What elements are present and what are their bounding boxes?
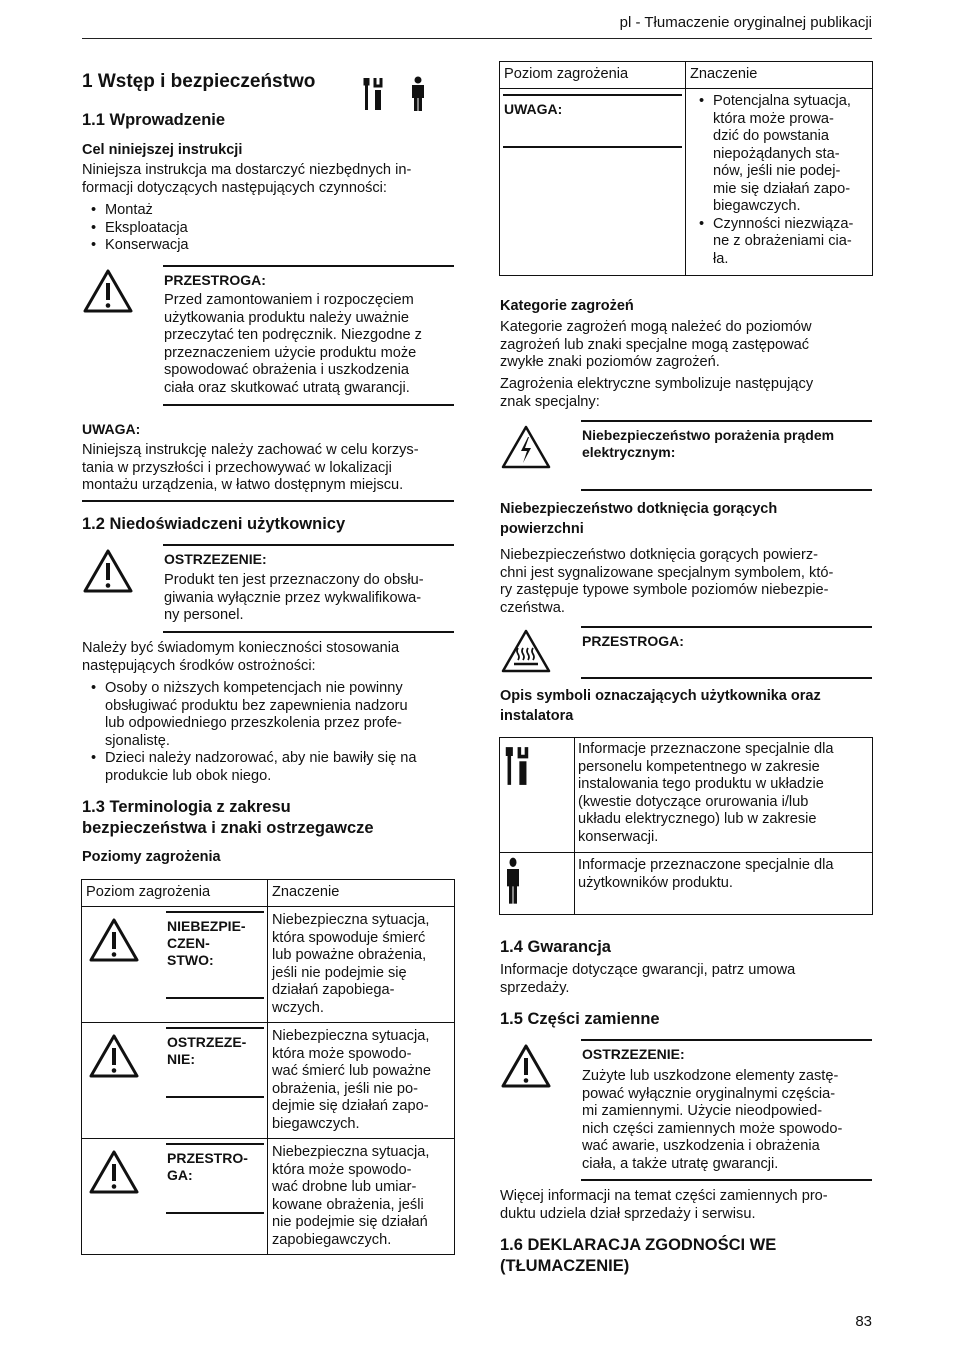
table-column-divider [685, 61, 686, 275]
table-header-level: Poziom zagrożenia [504, 66, 629, 82]
text-line: Niebezpieczeństwo dotknięcia gorących powierz- [500, 547, 818, 563]
awareness-list [82, 680, 417, 785]
cell-rule [166, 1027, 264, 1029]
text-line: Niebezpieczna sytuacja, [272, 1028, 430, 1044]
warranty-text [500, 962, 795, 997]
text-line: jeśli nie podejmie się [272, 964, 407, 981]
table-header-meaning: Znaczenie [272, 884, 340, 900]
table-header-level: Poziom zagrożenia [86, 884, 211, 900]
caution-bottom-rule [163, 404, 454, 406]
text-line: instalatora [500, 708, 574, 724]
hot-surface-heading [500, 499, 777, 539]
text-line: pować wyłącznie oryginalnymi częścia- [582, 1085, 836, 1102]
title-line: 1.3 Terminologia z zakresu [82, 798, 291, 816]
section-1-1-title: 1.1 Wprowadzenie [82, 111, 226, 129]
text-line: która może prowa- [713, 110, 834, 127]
electric-hazard-icon [500, 424, 552, 470]
more-info-text [500, 1188, 828, 1223]
text-line: • Potencjalna sytuacja, [713, 93, 851, 109]
hot-label: PRZESTROGA: [582, 633, 684, 649]
warning-text [164, 572, 424, 625]
table-column-divider [267, 879, 268, 1254]
level-meaning-warning [272, 1028, 431, 1133]
purpose-list [82, 202, 189, 255]
text-line: tania w przyszłości i przechowywać w lokalizacji [82, 459, 392, 476]
list-item [690, 216, 870, 269]
level-meaning-danger [272, 912, 429, 1017]
warning-top-rule [163, 544, 454, 546]
cell-rule [503, 146, 682, 148]
text-line: niepożądanych sta- [713, 145, 840, 162]
title-line: 1.6 DEKLARACJA ZGODNOŚCI WE [500, 1236, 777, 1254]
text-line: Zużyte lub uszkodzone elementy zastę- [582, 1068, 839, 1084]
text-line: która spowoduje śmierć [272, 929, 426, 946]
text-line: CZEN- [167, 935, 210, 951]
text-line: biegawczych. [272, 1115, 360, 1132]
table-row-divider [499, 852, 872, 853]
tools-icon [362, 76, 384, 112]
section-1-5-title: 1.5 Części zamienne [500, 1010, 660, 1028]
list-item: • Montaż [82, 202, 189, 220]
text-line: lub odpowiedniego przeszkolenia przez profe- [105, 715, 402, 731]
text-line: użytkowania produktu należy uważnie [164, 309, 409, 326]
text-line: ciała, a także utratę gwarancji. [582, 1155, 779, 1172]
header-divider [82, 38, 872, 39]
text-line: personelu kompetentnego w zakresie [578, 758, 820, 775]
warning-triangle-icon [88, 917, 140, 963]
levels-heading: Poziomy zagrożenia [82, 849, 221, 865]
spare-top-rule [581, 1039, 872, 1041]
cell-rule [166, 1212, 264, 1214]
text-line: ne z obrażeniami cia- [713, 233, 852, 249]
text-line: formacji dotyczących następujących czynności: [82, 179, 387, 196]
hot-surface-text [500, 547, 833, 617]
text-line: • Osoby o niższych kompetencjach nie powinny [105, 680, 403, 696]
table-column-divider [574, 737, 575, 914]
text-line: biegawczych. [713, 198, 801, 214]
text-line: NIE: [167, 1051, 195, 1067]
caution-label: PRZESTROGA: [164, 272, 266, 288]
list-item [690, 93, 870, 216]
text-line: nich części zamiennych może spowodo- [582, 1120, 843, 1137]
text-line: układu elektrycznego) lub w zakresie [578, 811, 817, 827]
cell-rule [166, 911, 264, 913]
text-line: lub poważne obrażenia, [272, 947, 427, 963]
text-line: obsługiwać produktu bez zapewnienia nadzoru [105, 697, 408, 714]
list-item [82, 750, 417, 785]
text-line: dzić do powstania [713, 128, 830, 144]
title-line: bezpieczeństwa i znaki ostrzegawcze [82, 819, 374, 837]
table-header-divider [499, 88, 872, 89]
user-icon [503, 857, 523, 905]
spare-text [582, 1068, 842, 1173]
categories-text [500, 319, 812, 372]
text-line: Niniejsza instrukcja ma dostarczyć niezbędnych in- [82, 162, 412, 178]
section-1-6-title [500, 1235, 776, 1277]
warning-triangle-icon [88, 1149, 140, 1195]
text-line: użytkowników produktu. [578, 874, 733, 891]
text-line: mie się działań zapo- [713, 180, 851, 197]
text-line: ła. [713, 250, 729, 267]
list-item: • Eksploatacja [82, 220, 189, 238]
table-header-divider [81, 906, 454, 907]
text-line: ciała oraz skutkować utratą gwarancji. [164, 379, 410, 396]
text-line: dejmie się działań zapo- [272, 1098, 429, 1114]
text-line: działań zapobiega- [272, 982, 395, 998]
symbol-tools-description [578, 741, 834, 846]
text-line: NIEBEZPIE- [167, 918, 246, 934]
list-item [82, 680, 417, 750]
electric-bottom-rule [581, 489, 872, 491]
text-line: produkcie lub obok niego. [105, 767, 272, 784]
text-line: Niebezpieczna sytuacja, [272, 912, 430, 928]
table-row-divider [81, 1022, 454, 1023]
text-line: (kwestie dotyczące orurowania i/lub [578, 793, 809, 810]
text-line: instalowania tego produktu w układzie [578, 776, 824, 792]
hot-top-rule [581, 626, 872, 628]
text-line: sjonalistę. [105, 732, 170, 749]
hot-bottom-rule [581, 677, 872, 679]
text-line: konserwacji. [578, 828, 659, 845]
text-line: Należy być świadomym konieczności stosowania [82, 640, 400, 656]
text-line: Przed zamontowaniem i rozpoczęciem [164, 292, 414, 308]
section-1-4-title: 1.4 Gwarancja [500, 938, 611, 956]
warning-triangle-icon [500, 1043, 552, 1089]
warning-label: OSTRZEZENIE: [164, 551, 267, 567]
level-label-caution [167, 1150, 248, 1184]
symbols-heading [500, 686, 821, 726]
text-line: Więcej informacji na temat części zamiennych pro- [500, 1188, 828, 1204]
text-line: giwania wyłącznie przez wykwalifikowa- [164, 589, 422, 606]
level-label-danger [167, 918, 246, 969]
tools-icon [504, 742, 530, 790]
notice-level-label: UWAGA: [504, 101, 563, 117]
text-line: Produkt ten jest przeznaczony do obsłu- [164, 572, 424, 588]
text-line: wczych. [272, 999, 324, 1016]
warning-triangle-icon [82, 548, 134, 594]
electric-label [582, 427, 834, 461]
text-line: obrażenia, jeśli nie po- [272, 1080, 419, 1097]
list-item: • Konserwacja [82, 237, 189, 255]
notice-bottom-rule [82, 500, 454, 502]
text-line: Niniejszą instrukcję należy zachować w celu korzys- [82, 442, 419, 458]
warning-bottom-rule [163, 631, 454, 633]
text-line: duktu udziela dział sprzedaży i serwisu. [500, 1205, 756, 1222]
text-line: Zagrożenia elektryczne symbolizuje następujący [500, 376, 814, 392]
cell-rule [166, 1096, 264, 1098]
text-line: Niebezpieczeństwo porażenia prądem [582, 427, 835, 443]
notice-text [82, 442, 419, 495]
section-1-title: 1 Wstęp i bezpieczeństwo [82, 71, 316, 92]
text-line: wać awarie, uszkodzenia i obrażenia [582, 1138, 820, 1154]
notice-label: UWAGA: [82, 421, 141, 437]
text-line: nów, jeśli nie podej- [713, 163, 841, 179]
text-line: zagrożeń lub znaki specjalne mogą zastępować [500, 336, 810, 353]
level-meaning-caution [272, 1144, 429, 1249]
text-line: kowane obrażenia, jeśli [272, 1196, 424, 1213]
text-line: ry zastępuje typowe symbole poziomów niebezpie- [500, 582, 829, 598]
text-line: Kategorie zagrożeń mogą należeć do poziomów [500, 319, 812, 335]
spare-label: OSTRZEZENIE: [582, 1046, 685, 1062]
text-line: spowodować obrażenia i uszkodzenia [164, 362, 410, 378]
text-line: montażu urządzenia, w łatwo dostępnym miejscu. [82, 477, 404, 493]
caution-top-rule [163, 265, 454, 267]
page-header: pl - Tłumaczenie oryginalnej publikacji [619, 14, 872, 31]
text-line: OSTRZEZE- [167, 1034, 247, 1050]
text-line: STWO: [167, 952, 214, 968]
text-line: elektrycznym: [582, 444, 676, 460]
text-line: mi zamiennymi. Użycie nieodpowied- [582, 1103, 823, 1119]
text-line: która może spowodo- [272, 1045, 412, 1062]
text-line: • Czynności niezwiąza- [713, 215, 854, 232]
cell-rule [503, 94, 682, 96]
categories-heading: Kategorie zagrożeń [500, 298, 634, 314]
cell-rule [166, 997, 264, 999]
text-line: przeczytać ten podręcznik. Niezgodne z [164, 327, 422, 343]
section-1-2-title: 1.2 Niedoświadczeni użytkownicy [82, 515, 346, 533]
electric-intro-text [500, 376, 813, 411]
text-line: Informacje dotyczące gwarancji, patrz umowa [500, 962, 796, 978]
text-line: chni jest sygnalizowane specjalnym symbolem, któ- [500, 564, 834, 581]
level-label-warning [167, 1034, 246, 1068]
symbol-user-description [578, 857, 834, 892]
purpose-heading: Cel niniejszej instrukcji [82, 142, 243, 158]
text-line: przeznaczeniem użycie produktu może [164, 344, 417, 361]
text-line: znak specjalny: [500, 393, 600, 410]
notice-meaning-list [690, 93, 870, 268]
text-line: która może spowodo- [272, 1161, 412, 1178]
hot-surface-icon [500, 628, 552, 674]
section-1-3-title [82, 797, 374, 839]
text-line: nie podejmie się działań [272, 1214, 428, 1230]
caution-text [164, 292, 422, 397]
text-line: GA: [167, 1167, 193, 1183]
warning-triangle-icon [88, 1033, 140, 1079]
warning-triangle-icon [82, 268, 134, 314]
text-line: zwykłe znaki poziomów zagrożeń. [500, 354, 720, 370]
text-line: PRZESTRO- [167, 1150, 248, 1166]
user-icon [408, 76, 428, 112]
cell-rule [166, 1143, 264, 1145]
awareness-text [82, 640, 399, 675]
table-header-meaning: Znaczenie [690, 66, 758, 82]
text-line: • Dzieci należy nadzorować, aby nie bawiły się na [105, 750, 417, 766]
text-line: Niebezpieczeństwo dotknięcia gorących [500, 501, 778, 517]
table-row-divider [81, 1138, 454, 1139]
text-line: zapobiegawczych. [272, 1231, 392, 1248]
text-line: Niebezpieczna sytuacja, [272, 1144, 430, 1160]
text-line: następujących środków ostrożności: [82, 657, 316, 674]
text-line: wać drobne lub umiar- [272, 1179, 417, 1195]
text-line: Informacje przeznaczone specjalnie dla [578, 857, 834, 873]
text-line: Opis symboli oznaczających użytkownika oraz [500, 688, 821, 704]
text-line: ny personel. [164, 607, 244, 623]
text-line: Informacje przeznaczone specjalnie dla [578, 741, 834, 757]
electric-top-rule [581, 420, 872, 422]
text-line: sprzedaży. [500, 979, 570, 996]
text-line: powierzchni [500, 521, 584, 537]
title-line: (TŁUMACZENIE) [500, 1257, 630, 1275]
spare-bottom-rule [581, 1179, 872, 1181]
text-line: czeństwa. [500, 599, 565, 616]
purpose-text [82, 162, 462, 197]
page-number: 83 [855, 1313, 872, 1330]
text-line: wać śmierć lub poważne [272, 1063, 431, 1079]
